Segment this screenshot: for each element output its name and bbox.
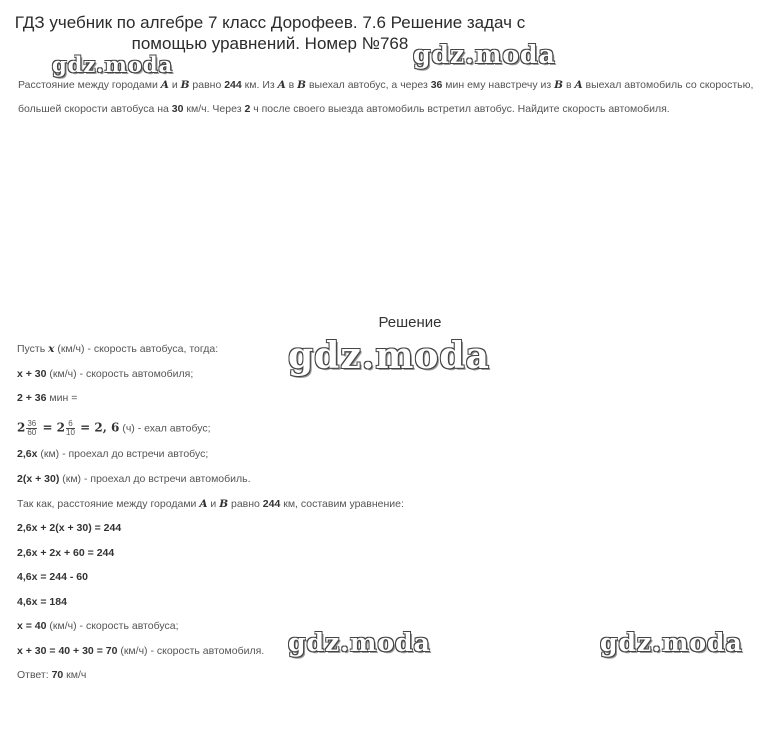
solution-line-1: Пусть x (км/ч) - скорость автобуса, тогда: [17,343,219,355]
solution-line-2: x + 30 (км/ч) - скорость автомобиля; [17,368,194,380]
watermark-logo: gdz.moda [288,335,490,377]
equation-1: 2,6x + 2(x + 30) = 244 [17,522,122,534]
watermark-logo: gdz.moda [288,628,431,657]
watermark-logo: gdz.moda [52,52,174,77]
answer-line: Ответ: 70 км/ч [17,669,87,681]
solution-line-4: 2 $\frac{36}{60}$ = 2 $\frac{6}{10}$ = 2, 6 (ч) - ехал автобус; [17,419,211,437]
solution-heading: Решение [378,314,442,331]
equation-4: 4,6x = 184 [17,596,67,608]
fraction-36-60: $\frac{36}{60}$ [27,419,37,437]
solution-line-13: x + 30 = 40 + 30 = 70 (км/ч) - скорость автомобиля. [17,645,265,657]
solution-line-7: Так как, расстояние между городами A и B равно 244 км, составим уравнение: [17,498,404,510]
watermark-logo: gdz.moda [600,628,743,657]
problem-statement: Расстояние между городами A и B равно 244 км. Из A в B выехал автобус, а через 36 мин ему навстречу из B в A выехал автомобиль со скоростью, большей скорости автобуса на 30 км/ч. Через 2 ч после своего выезда автомобиль встретил автобус. Найдите скорость автомобиля. [18,79,754,115]
solution-line-5: 2,6x (км) - проехал до встречи автобус; [17,448,209,460]
solution-line-12: x = 40 (км/ч) - скорость автобуса; [17,620,179,632]
watermark-logo: gdz.moda [413,40,556,69]
page-title: ГДЗ учебник по алгебре 7 класс Дорофеев. 7.6 Решение задач с помощью уравнений. Номер №768 [14,13,526,53]
solution-line-6: 2(x + 30) (км) - проехал до встречи автомобиль. [17,473,251,485]
equation-3: 4,6x = 244 - 60 [17,571,88,583]
fraction-6-10: $\frac{6}{10}$ [66,419,75,437]
solution-line-3: 2 + 36 мин = [17,392,78,404]
equation-2: 2,6x + 2x + 60 = 244 [17,547,115,559]
